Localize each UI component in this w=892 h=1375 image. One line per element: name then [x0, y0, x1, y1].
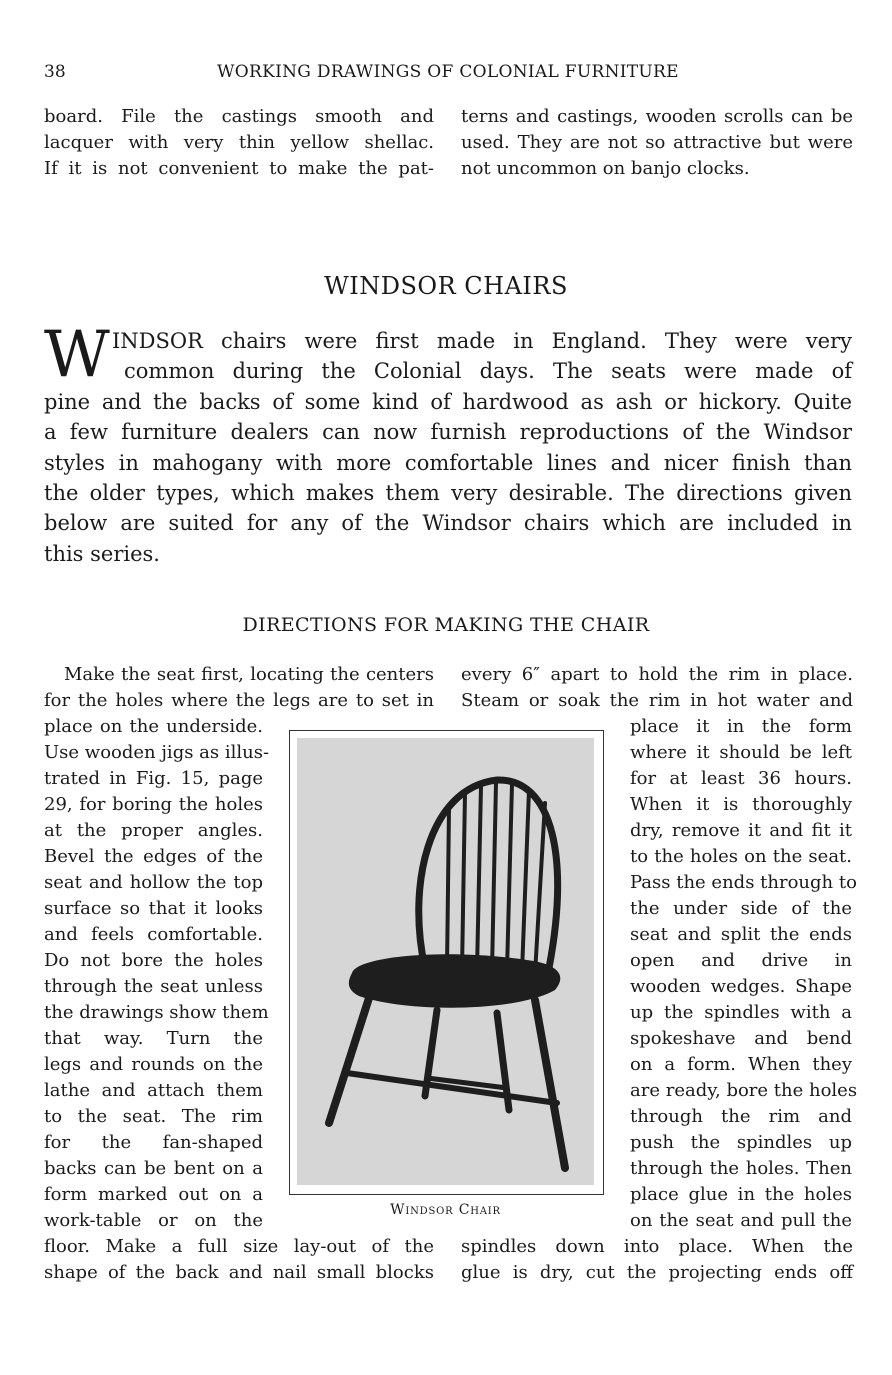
- text-line: through the holes. Then: [630, 1158, 852, 1179]
- text-line: through the seat unless: [44, 976, 263, 997]
- text-line: seat and split the ends: [630, 924, 852, 945]
- text-line: on the seat and pull the: [630, 1210, 852, 1231]
- windsor-chair-illustration: [297, 738, 594, 1185]
- text-line: Use wooden jigs as illus-: [44, 742, 270, 763]
- text-line: to the holes on the seat.: [630, 846, 852, 867]
- text-line: and feels comfortable.: [44, 924, 263, 945]
- text-line: spindles down into place. When the: [461, 1236, 853, 1257]
- text-line: that way. Turn the: [44, 1028, 263, 1049]
- text-line: styles in mahogany with more comfortable lines and nicer finish than: [44, 450, 852, 475]
- chair-photo: [297, 738, 594, 1185]
- body-right-bottom: [461, 1234, 853, 1286]
- chair-spindle: [522, 790, 529, 972]
- text-line: for the fan-shaped: [44, 1132, 263, 1153]
- running-header: WORKING DRAWINGS OF COLONIAL FURNITURE: [217, 62, 679, 82]
- text-line: the under side of the: [630, 898, 852, 919]
- text-line: wooden wedges. Shape: [630, 976, 852, 997]
- text-line: terns and castings, wooden scrolls can be: [461, 106, 853, 127]
- text-line: When it is thoroughly: [630, 794, 852, 815]
- text-line: If it is not convenient to make the pat-: [44, 158, 434, 179]
- text-line: the drawings show them: [44, 1002, 269, 1023]
- chair-stretcher: [347, 1073, 557, 1103]
- text-line: glue is dry, cut the projecting ends off: [461, 1262, 853, 1283]
- text-line: 29, for boring the holes: [44, 794, 263, 815]
- text-line: work-table or on the: [44, 1210, 263, 1231]
- text-line: this series.: [44, 541, 160, 566]
- text-line: for at least 36 hours.: [630, 768, 852, 789]
- text-line: shape of the back and nail small blocks: [44, 1262, 434, 1283]
- chair-leg: [329, 998, 369, 1123]
- text-line: lacquer with very thin yellow shellac.: [44, 132, 434, 153]
- text-line: open and drive in: [630, 950, 852, 971]
- text-line: floor. Make a full size lay-out of the: [44, 1236, 434, 1257]
- text-line: below are suited for any of the Windsor chairs which are included in: [44, 511, 852, 536]
- text-line: INDSOR chairs were first made in England. They were very: [112, 329, 852, 353]
- body-left-bottom: [44, 1234, 434, 1286]
- drop-cap: W: [44, 318, 110, 392]
- text-line: are ready, bore the holes: [630, 1080, 858, 1101]
- text-line: lathe and attach them: [44, 1080, 263, 1101]
- subsection-title: DIRECTIONS FOR MAKING THE CHAIR: [242, 614, 650, 636]
- figure-frame: [289, 730, 604, 1195]
- text-line: on a form. When they: [630, 1054, 852, 1075]
- chair-spindle: [507, 784, 512, 970]
- text-line: common during the Colonial days. The seats were made of: [124, 359, 852, 384]
- body-left-narrow: [44, 714, 270, 1234]
- text-line: not uncommon on banjo clocks.: [461, 158, 750, 179]
- section-title: WINDSOR CHAIRS: [324, 272, 568, 300]
- text-line: push the spindles up: [630, 1132, 852, 1153]
- text-line: used. They are not so attractive but were: [461, 132, 853, 153]
- body-right-narrow: [630, 714, 858, 1234]
- text-line: the older types, which makes them very desirable. The directions given: [44, 481, 852, 506]
- chair-seat: [349, 954, 560, 1007]
- text-line: place on the underside.: [44, 716, 263, 737]
- page-number: 38: [44, 62, 66, 82]
- intro-paragraph: [44, 326, 852, 569]
- text-line: Make the seat first, locating the centers: [64, 664, 434, 685]
- text-line: dry, remove it and fit it: [630, 820, 852, 841]
- text-line: Bevel the edges of the: [44, 846, 263, 867]
- figure-caption: Windsor Chair: [390, 1202, 501, 1218]
- text-line: for the holes where the legs are to set in: [44, 690, 434, 711]
- body-right-top: [461, 662, 853, 714]
- text-line: to the seat. The rim: [44, 1106, 263, 1127]
- chair-leg: [535, 1000, 565, 1168]
- text-line: surface so that it looks: [44, 898, 263, 919]
- text-line: board. File the castings smooth and: [44, 106, 434, 127]
- text-line: a few furniture dealers can now furnish reproductions of the Windsor: [44, 420, 852, 445]
- text-line: through the rim and: [630, 1106, 852, 1127]
- text-line: pine and the backs of some kind of hardwood as ash or hickory. Quite: [44, 389, 852, 414]
- text-line: at the proper angles.: [44, 820, 263, 841]
- text-line: spokeshave and bend: [630, 1028, 852, 1049]
- text-line: up the spindles with a: [630, 1002, 852, 1023]
- body-left-top: [44, 662, 434, 714]
- text-line: trated in Fig. 15, page: [44, 768, 263, 789]
- top-right-column: [461, 104, 853, 182]
- text-line: backs can be bent on a: [44, 1158, 263, 1179]
- text-line: seat and hollow the top: [44, 872, 263, 893]
- text-line: form marked out on a: [44, 1184, 263, 1205]
- text-line: Do not bore the holes: [44, 950, 263, 971]
- text-line: every 6″ apart to hold the rim in place.: [461, 664, 853, 685]
- chair-spindle: [462, 793, 465, 970]
- text-line: place glue in the holes: [630, 1184, 852, 1205]
- text-line: where it should be left: [630, 742, 852, 763]
- text-line: legs and rounds on the: [44, 1054, 263, 1075]
- chair-spindle: [535, 803, 545, 974]
- text-line: Steam or soak the rim in hot water and: [461, 690, 853, 711]
- top-left-column: [44, 104, 434, 182]
- text-line: Pass the ends through to: [630, 872, 857, 893]
- chair-spindle: [447, 808, 449, 968]
- chair-spindle: [477, 786, 481, 970]
- chair-spindle: [492, 783, 496, 970]
- text-line: place it in the form: [630, 716, 852, 737]
